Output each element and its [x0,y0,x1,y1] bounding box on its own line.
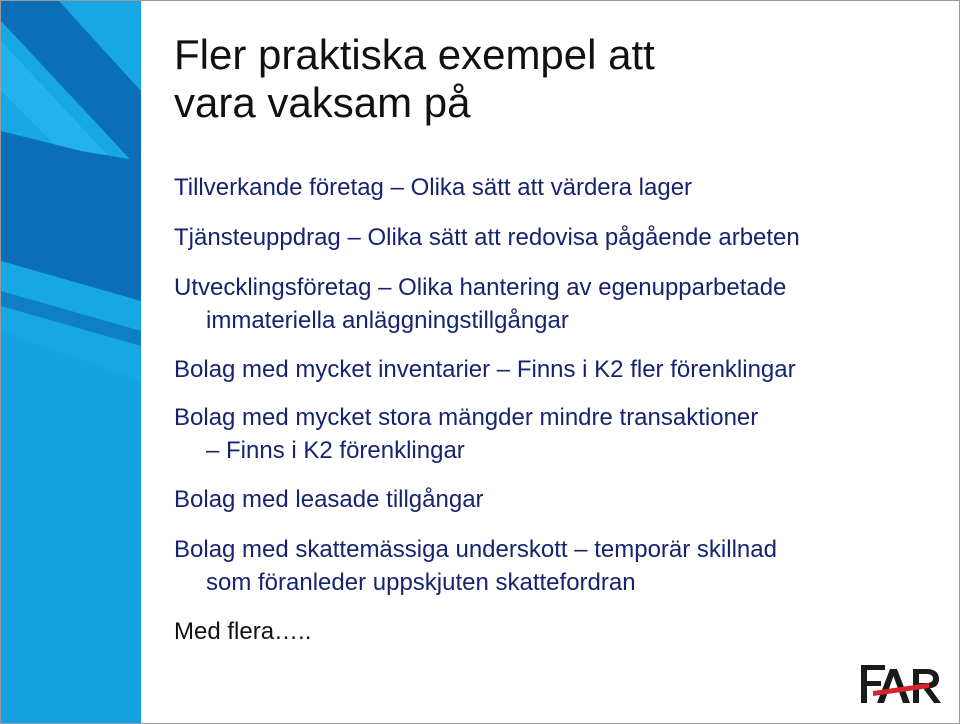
far-logo [857,661,947,707]
title-line-1: Fler praktiska exempel att [174,31,655,78]
list-item-text: Bolag med mycket inventarier – Finns i K2 fler förenklingar [174,356,796,383]
list-item-text: Tillverkande företag – Olika sätt att värdera lager [174,174,693,201]
list-item [174,353,944,386]
list-item [174,533,944,599]
list-item [174,401,944,467]
list-item [174,271,944,337]
list-item-text: Bolag med skattemässiga underskott – temporär skillnad [174,536,777,563]
list-item-text: Tjänsteuppdrag – Olika sätt att redovisa pågående arbeten [174,224,800,251]
title-line-2: vara vaksam på [174,79,471,126]
list-item-continuation: – Finns i K2 förenklingar [206,437,465,464]
list-item [174,483,944,516]
list-item-text: Bolag med mycket stora mängder mindre transaktioner [174,404,759,431]
list-item-text: Med flera….. [174,618,312,645]
list-item-continuation: som föranleder uppskjuten skattefordran [206,569,636,596]
list-item-text: Bolag med leasade tillgångar [174,486,484,513]
slide-title [174,31,914,127]
list-item-continuation: immateriella anläggningstillgångar [206,307,569,334]
decorative-side-band [1,1,141,723]
list-item [174,171,944,204]
list-item-text: Utvecklingsföretag – Olika hantering av egenupparbetade [174,274,787,301]
list-item [174,615,944,648]
list-item [174,221,944,254]
